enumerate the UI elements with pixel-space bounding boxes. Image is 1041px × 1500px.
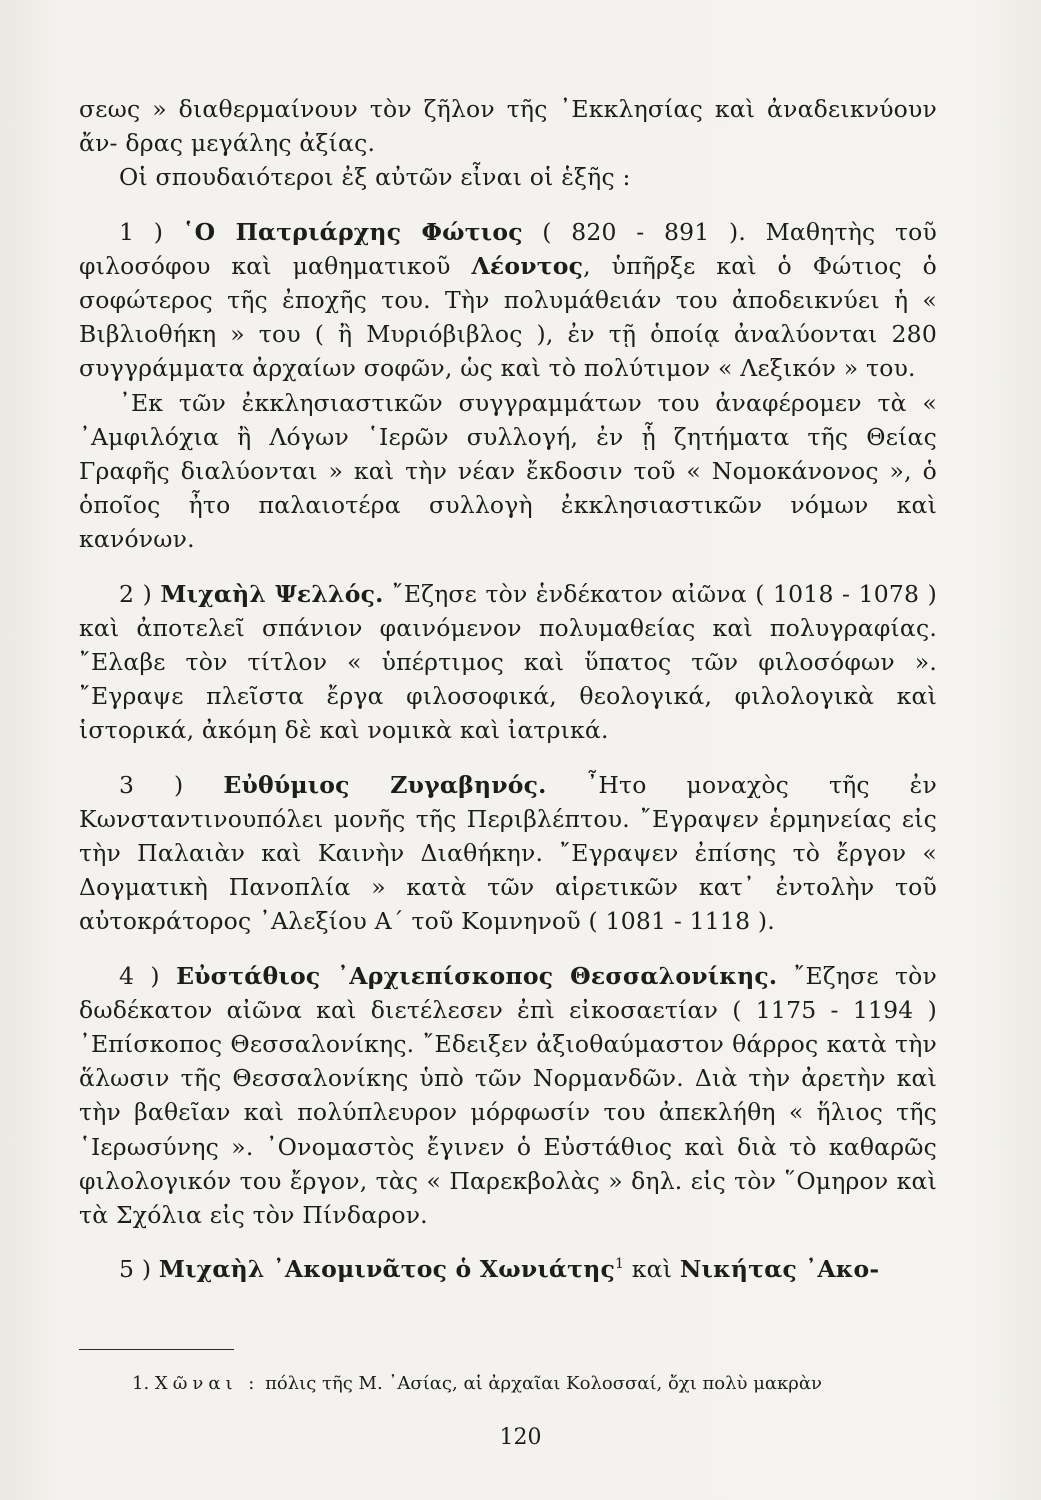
paragraph-intro: Οἱ σπουδαιότεροι ἐξ αὐτῶν εἶναι οἱ ἑξῆς : — [119, 163, 631, 192]
item-eustathios: 4 ) Εὐστάθιος ᾿Αρχιεπίσκοπος Θεσσαλονίκης. ῎Εζησε τὸν δωδέκατον αἰῶνα καὶ διετέλεσεν ἐπὶ εἰκοσαετίαν ( 1175 - 1194 ) ᾿Επίσκοπος Θεσσαλονίκης. ῎Εδειξεν ἀξιοθαύμαστον θάρρος κατὰ τὴν ἅλωσιν τῆς Θεσσαλονίκης ὑπὸ τῶν Νορμανδῶν. Διὰ τὴν ἀρετὴν καὶ τὴν βαθεῖαν καὶ πολύπλευρον μόρφωσίν του ἀπεκλήθη « ἥλιος τῆς ῾Ιερωσύνης ». ᾿Ονομαστὸς ἔγινεν ὁ Εὐστάθιος καὶ διὰ τὸ καθαρῶς φιλολογικόν του ἔργον, τὰς « Παρεκβολὰς » δηλ. εἰς τὸν ῞Ομηρον καὶ τὰ Σχόλια εἰς τὸν Πίνδαρον. — [79, 961, 937, 1230]
item-photios-works: ᾿Εκ τῶν ἐκκλησιαστικῶν συγγραμμάτων του ἀναφέρομεν τὰ « ᾿Αμφιλόχια ἢ Λόγων ῾Ιερῶν συλλογή, ἐν ᾗ ζητήματα τῆς Θείας Γραφῆς διαλύονται » καὶ τὴν νέαν ἔκδοσιν τοῦ « Νομοκάνονος », ὁ ὁποῖος ἦτο παλαιοτέρα συλλογὴ ἐκκλησιαστικῶν νόμων καὶ κανόνων. — [79, 388, 937, 554]
paragraph-continuation: σεως » διαθερμαίνουν τὸν ζῆλον τῆς ᾿Εκκλησίας καὶ ἀναδεικνύουν ἄν- δρας μεγάλης ἀξίας. — [79, 95, 937, 158]
footnote: 1. Χῶναι : πόλις τῆς Μ. ᾿Ασίας, αἱ ἀρχαῖαι Κολοσσαί, ὄχι πολὺ μακρὰν — [132, 1373, 822, 1394]
item-title: Μιχαὴλ Ψελλός. — [160, 579, 384, 608]
footnote-ref: 1 — [615, 1256, 625, 1273]
item-akominatos: 5 ) Μιχαὴλ ᾿Ακομινᾶτος ὁ Χωνιάτης$^1$ καὶ Νικήτας ᾿Ακο- — [119, 1255, 880, 1284]
item-title: Μιχαὴλ ᾿Ακομινᾶτος ὁ Χωνιάτης — [158, 1255, 615, 1284]
footnote-key: Χῶναι : — [154, 1373, 260, 1394]
item-title: ῾Ο Πατριάρχης Φώτιος — [182, 217, 523, 246]
item-zygabenos: 3 ) Εὐθύμιος Ζυγαβηνός. ῏Ητο μοναχὸς τῆς ἐν Κωνσταντινουπόλει μονῆς τῆς Περιβλέπτου. ῎Εγραψεν ἑρμηνείας εἰς τὴν Παλαιὰν καὶ Καινὴν Διαθήκην. ῎Εγραψεν ἐπίσης τὸ ἔργον « Δογματικὴ Πανοπλία » κατὰ τῶν αἱρετικῶν κατ᾿ ἐντολὴν τοῦ αὐτοκράτορος ᾿Αλεξίου Α΄ τοῦ Κομνηνοῦ ( 1081 - 1118 ). — [79, 770, 937, 936]
page-number: 120 — [499, 1425, 542, 1450]
item-psellos: 2 ) Μιχαὴλ Ψελλός. ῎Εζησε τὸν ἑνδέκατον αἰῶνα ( 1018 - 1078 ) καὶ ἀποτελεῖ σπάνιον φαινόμενον πολυμαθείας καὶ πολυγραφίας. ῎Ελαβε τὸν τίτλον « ὑπέρτιμος καὶ ὕπατος τῶν φιλοσόφων ». ῎Εγραψε πλεῖστα ἔργα φιλοσοφικά, θεολογικά, φιλολογικὰ καὶ ἱστορικά, ἀκόμη δὲ καὶ νομικὰ καὶ ἰατρικά. — [79, 579, 937, 745]
item-title: Εὐθύμιος Ζυγαβηνός. — [223, 770, 547, 799]
item-title: Εὐστάθιος ᾿Αρχιεπίσκοπος Θεσσαλονίκης. — [176, 961, 778, 990]
footnote-rule — [79, 1349, 234, 1350]
item-photios: 1 ) ῾Ο Πατριάρχης Φώτιος ( 820 - 891 ). Μαθητὴς τοῦ φιλοσόφου καὶ μαθηματικοῦ Λέοντος, ὑπῆρξε καὶ ὁ Φώτιος ὁ σοφώτερος τῆς ἐποχῆς του. Τὴν πολυμάθειάν του ἀποδεικνύει ἡ « Βιβλιοθήκη » του ( ἢ Μυριόβιβλος ), ἐν τῇ ὁποίᾳ ἀναλύονται 280 συγγράμματα ἀρχαίων σοφῶν, ὡς καὶ τὸ πολύτιμον « Λεξικόν » του. — [79, 217, 937, 383]
body-text — [79, 92, 937, 1287]
